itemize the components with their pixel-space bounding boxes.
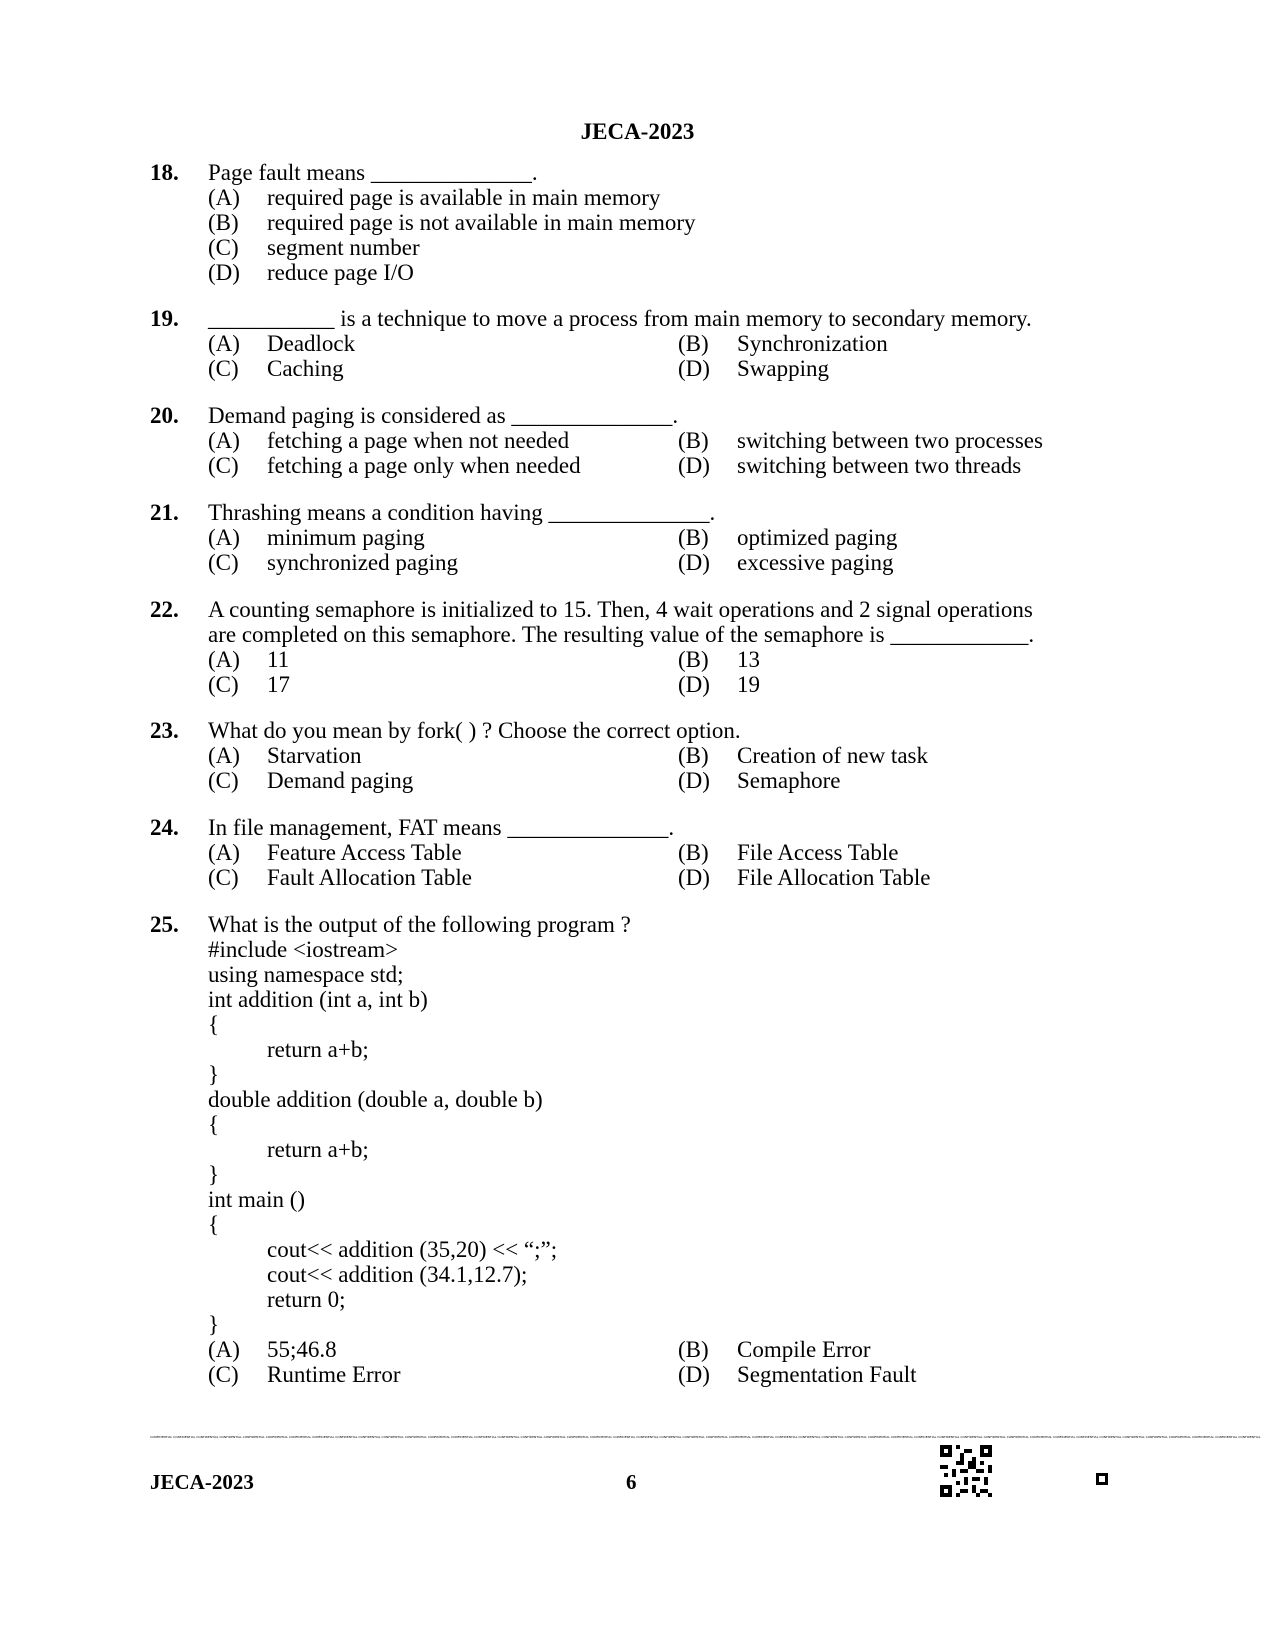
- option-letter: (D): [678, 1362, 710, 1387]
- option-text: synchronized paging: [267, 550, 458, 575]
- option-letter: (A): [208, 647, 240, 672]
- option-text: Synchronization: [737, 331, 888, 356]
- question-number: 18.: [150, 160, 179, 185]
- code-line: }: [208, 1062, 220, 1087]
- option-letter: (D): [678, 768, 710, 793]
- option-text: Swapping: [737, 356, 829, 381]
- code-line: return 0;: [267, 1287, 346, 1312]
- option-text: switching between two threads: [737, 453, 1022, 478]
- option-letter: (D): [678, 356, 710, 381]
- code-line: return a+b;: [267, 1137, 369, 1162]
- option-letter: (D): [678, 672, 710, 697]
- option-text: minimum paging: [267, 525, 425, 550]
- option-letter: (B): [678, 840, 709, 865]
- question-text: Thrashing means a condition having ______________.: [208, 500, 716, 525]
- option-letter: (C): [208, 235, 239, 260]
- question-18: [150, 160, 1110, 285]
- option-text: segment number: [267, 235, 420, 260]
- question-number: 22.: [150, 597, 179, 622]
- option-text: 17: [267, 672, 290, 697]
- question-25: [150, 912, 1110, 1387]
- option-letter: (A): [208, 525, 240, 550]
- option-text: switching between two processes: [737, 428, 1043, 453]
- option-letter: (C): [208, 1362, 239, 1387]
- option-text: Demand paging: [267, 768, 414, 793]
- code-line: }: [208, 1162, 220, 1187]
- option-text: Feature Access Table: [267, 840, 462, 865]
- question-21: [150, 500, 1110, 575]
- question-text: A counting semaphore is initialized to 15. Then, 4 wait operations and 2 signal operations: [208, 597, 1033, 622]
- option-text: 55;46.8: [267, 1337, 337, 1362]
- question-text: In file management, FAT means ______________.: [208, 815, 675, 840]
- option-letter: (A): [208, 840, 240, 865]
- question-number: 23.: [150, 718, 179, 743]
- option-text: reduce page I/O: [267, 260, 414, 285]
- code-line: {: [208, 1212, 220, 1237]
- option-text: 11: [267, 647, 290, 672]
- code-line: #include <iostream>: [208, 937, 399, 962]
- option-letter: (D): [678, 865, 710, 890]
- option-letter: (C): [208, 672, 239, 697]
- confidential-strip: CONFIDENTIAL CONFIDENTIAL CONFIDENTIAL CONFIDENTIAL CONFIDENTIAL CONFIDENTIAL CONFIDENTIAL CONFIDENTIAL CONFIDENTIAL CONFIDENTIAL CONFIDENTIAL CONFIDENTIAL CONFIDENTIAL CONFIDENTIAL CONFIDENTIAL CONFIDENTIAL CONFIDENTIAL CONFIDENTIAL CONFIDENTIAL CONFIDENTIAL CONFIDENTIAL CONFIDENTIAL CONFIDENTIAL CONFIDENTIAL CONFIDENTIAL CONFIDENTIAL CONFIDENTIAL CONFIDENTIAL CONFIDENTIAL CONFIDENTIAL CONFIDENTIAL CONFIDENTIAL CONFIDENTIAL CONFIDENTIAL CONFIDENTIAL CONFIDENTIAL CONFIDENTIAL CONFIDENTIAL CONFIDENTIAL CONFIDENTIAL CONFIDENTIAL CONFIDENTIAL CONFIDENTIAL CONFIDENTIAL CONFIDENTIAL CONFIDENTIAL CONFIDENTIAL CONFIDENTIAL: [150, 1435, 1261, 1439]
- option-text: required page is available in main memory: [267, 185, 661, 210]
- code-line: {: [208, 1112, 220, 1137]
- question-number: 25.: [150, 912, 179, 937]
- code-block: [150, 937, 1110, 1337]
- option-letter: (C): [208, 453, 239, 478]
- corner-square-mark: [1096, 1473, 1108, 1485]
- option-text: Creation of new task: [737, 743, 928, 768]
- option-letter: (A): [208, 331, 240, 356]
- code-line: cout<< addition (34.1,12.7);: [267, 1262, 528, 1287]
- code-line: {: [208, 1012, 220, 1037]
- option-letter: (B): [678, 647, 709, 672]
- option-text: required page is not available in main memory: [267, 210, 696, 235]
- code-line: using namespace std;: [208, 962, 404, 987]
- question-text: Page fault means ______________.: [208, 160, 538, 185]
- page-header-title: JECA-2023: [580, 119, 695, 144]
- qr-code-icon: [940, 1445, 992, 1497]
- option-letter: (B): [678, 331, 709, 356]
- option-text: Compile Error: [737, 1337, 871, 1362]
- option-text: Starvation: [267, 743, 362, 768]
- option-letter: (B): [678, 525, 709, 550]
- option-letter: (C): [208, 356, 239, 381]
- question-text: ___________ is a technique to move a process from main memory to secondary memory.: [208, 306, 1032, 331]
- question-22: [150, 597, 1110, 697]
- question-number: 21.: [150, 500, 179, 525]
- question-text: Demand paging is considered as ______________.: [208, 403, 679, 428]
- option-text: Deadlock: [267, 331, 356, 356]
- question-20: [150, 403, 1110, 478]
- option-text: excessive paging: [737, 550, 894, 575]
- option-text: Semaphore: [737, 768, 841, 793]
- question-24: [150, 815, 1110, 890]
- question-text-continued: are completed on this semaphore. The resulting value of the semaphore is ____________.: [208, 622, 1035, 647]
- page-number: 6: [626, 1470, 637, 1494]
- question-text: What do you mean by fork( ) ? Choose the correct option.: [208, 718, 741, 743]
- option-letter: (A): [208, 428, 240, 453]
- option-letter: (C): [208, 550, 239, 575]
- option-text: 13: [737, 647, 760, 672]
- option-letter: (A): [208, 185, 240, 210]
- code-line: return a+b;: [267, 1037, 369, 1062]
- option-text: optimized paging: [737, 525, 898, 550]
- question-text: What is the output of the following program ?: [208, 912, 631, 937]
- option-letter: (B): [678, 743, 709, 768]
- option-text: Runtime Error: [267, 1362, 401, 1387]
- option-text: fetching a page only when needed: [267, 453, 581, 478]
- question-number: 24.: [150, 815, 179, 840]
- option-text: Caching: [267, 356, 344, 381]
- option-text: fetching a page when not needed: [267, 428, 570, 453]
- option-letter: (C): [208, 768, 239, 793]
- question-number: 20.: [150, 403, 179, 428]
- option-letter: (A): [208, 1337, 240, 1362]
- question-number: 19.: [150, 306, 179, 331]
- option-letter: (D): [678, 453, 710, 478]
- code-line: cout<< addition (35,20) << “;”;: [267, 1237, 558, 1262]
- option-text: Fault Allocation Table: [267, 865, 472, 890]
- question-23: [150, 718, 1110, 793]
- option-letter: (C): [208, 865, 239, 890]
- code-line: int main (): [208, 1187, 306, 1212]
- question-19: [150, 306, 1110, 381]
- option-text: 19: [737, 672, 760, 697]
- code-line: int addition (int a, int b): [208, 987, 428, 1012]
- option-letter: (A): [208, 743, 240, 768]
- option-letter: (D): [678, 550, 710, 575]
- option-letter: (B): [208, 210, 239, 235]
- code-line: }: [208, 1312, 220, 1337]
- option-letter: (B): [678, 428, 709, 453]
- code-line: double addition (double a, double b): [208, 1087, 543, 1112]
- option-letter: (B): [678, 1337, 709, 1362]
- footer-exam-code: JECA-2023: [150, 1470, 254, 1494]
- option-text: Segmentation Fault: [737, 1362, 917, 1387]
- option-text: File Access Table: [737, 840, 899, 865]
- option-text: File Allocation Table: [737, 865, 931, 890]
- option-letter: (D): [208, 260, 240, 285]
